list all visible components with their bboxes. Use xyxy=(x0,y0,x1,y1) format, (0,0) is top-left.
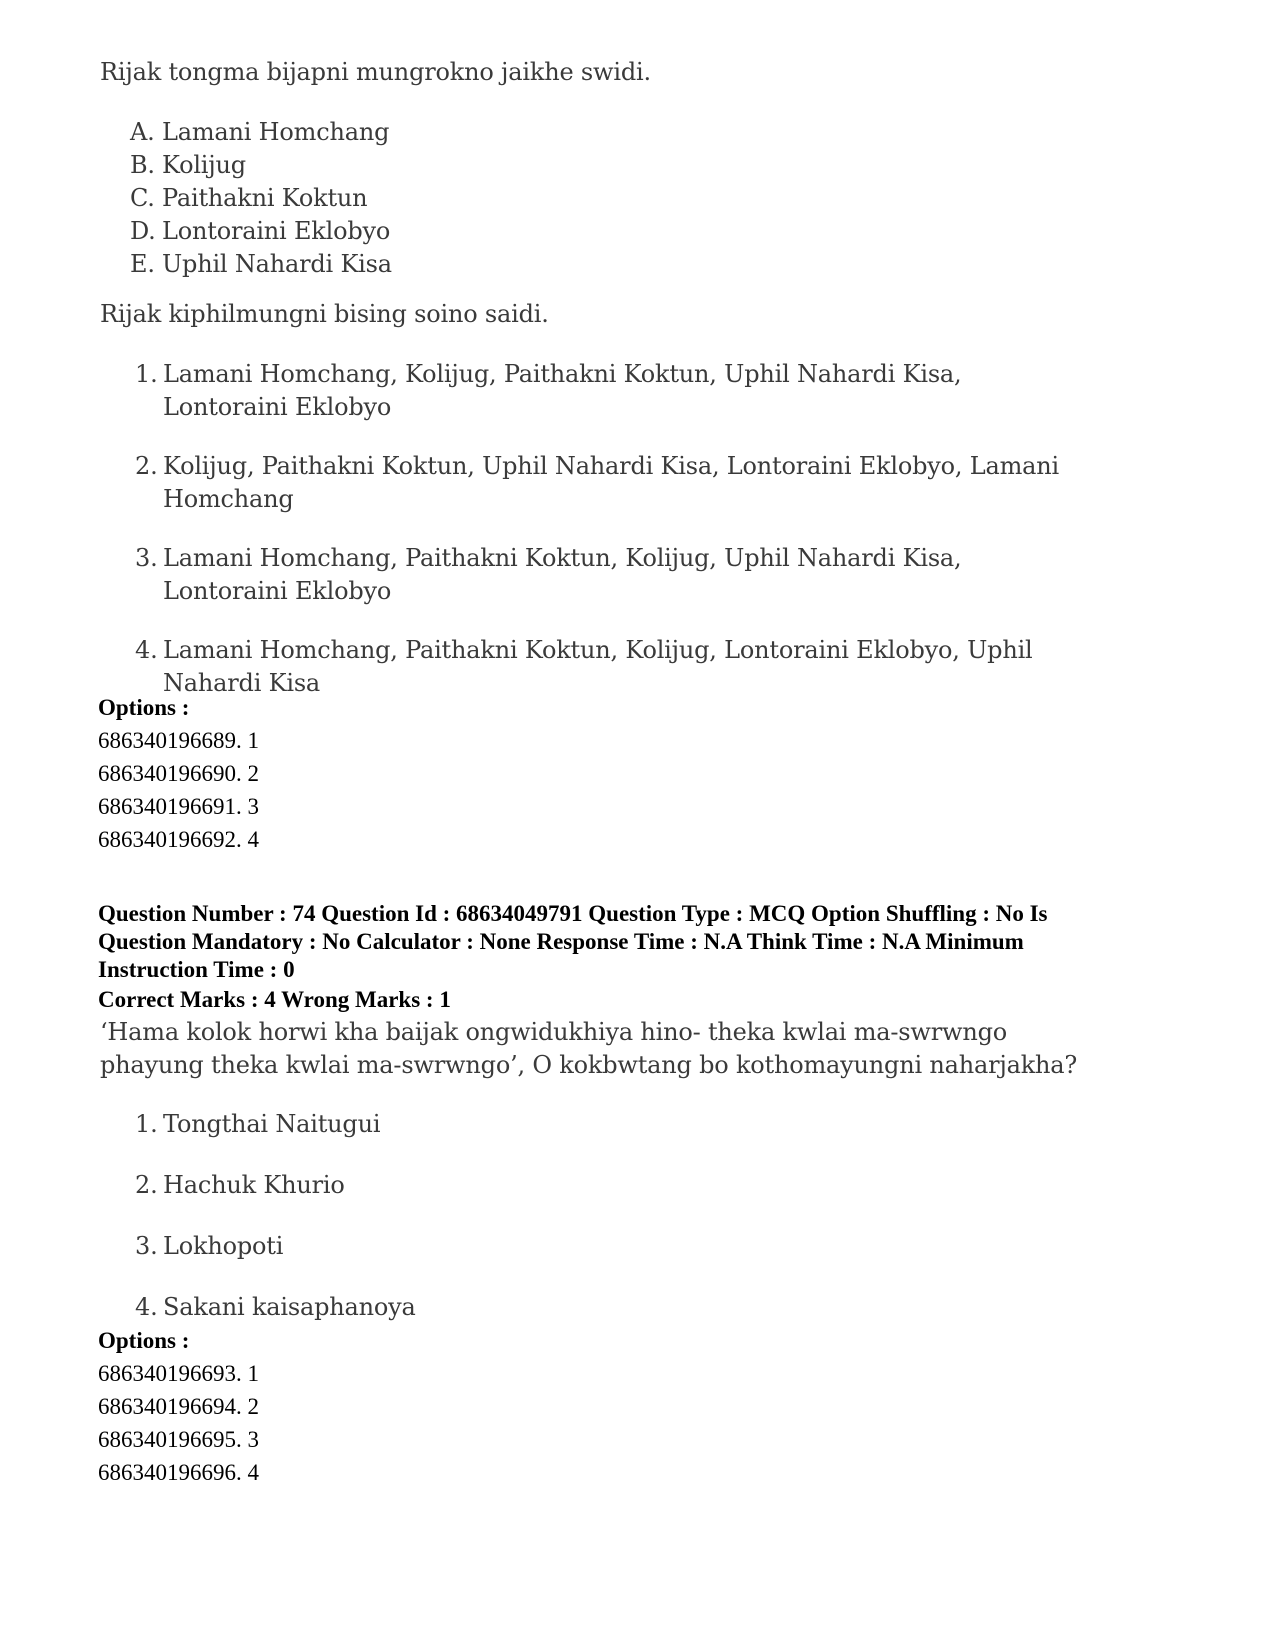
q74-options-label: Options : xyxy=(98,1328,190,1353)
list-item: A. Lamani Homchang xyxy=(130,118,390,146)
q73-options-label: Options : xyxy=(98,695,190,720)
q74-options-list xyxy=(98,1360,259,1492)
q74-choice-4: 4. Sakani kaisaphanoya xyxy=(135,1293,416,1321)
q74-choice-2: 2. Hachuk Khurio xyxy=(135,1171,345,1199)
q74-header-line-1: Question Number : 74 Question Id : 68634049791 Question Type : MCQ Option Shuffling : No Is xyxy=(98,901,1048,926)
list-item: E. Uphil Nahardi Kisa xyxy=(130,250,392,278)
q74-header xyxy=(98,900,1048,984)
option-id: 686340196689. 1 xyxy=(98,728,259,753)
list-item: B. Kolijug xyxy=(130,151,246,179)
q73-statement-list xyxy=(130,116,392,281)
option-id: 686340196694. 2 xyxy=(98,1394,259,1419)
q74-header-line-2: Question Mandatory : No Calculator : None Response Time : N.A Think Time : N.A Minimum xyxy=(98,929,1024,954)
q74-choice-3: 3. Lokhopoti xyxy=(135,1232,284,1260)
list-item: C. Paithakni Koktun xyxy=(130,184,368,212)
q73-choice-1: 1. Lamani Homchang, Kolijug, Paithakni Koktun, Uphil Nahardi Kisa, Lontoraini Eklobyo xyxy=(135,360,962,421)
option-id: 686340196693. 1 xyxy=(98,1361,259,1386)
option-id: 686340196692. 4 xyxy=(98,827,259,852)
option-id: 686340196695. 3 xyxy=(98,1427,259,1452)
q73-choice-3: 3. Lamani Homchang, Paithakni Koktun, Kolijug, Uphil Nahardi Kisa, Lontoraini Eklobyo xyxy=(135,544,962,605)
q74-question-text: ‘Hama kolok horwi kha baijak ongwidukhiya hino- theka kwlai ma-swrwngo phayung theka kwlai ma-swrwngo’, O kokbwtang bo kothomayungni naharjakha? xyxy=(100,1018,1078,1079)
list-item: D. Lontoraini Eklobyo xyxy=(130,217,391,245)
q73-options-list xyxy=(98,727,259,859)
option-id: 686340196691. 3 xyxy=(98,794,259,819)
q73-instruction: Rijak kiphilmungni bising soino saidi. xyxy=(100,300,549,328)
q74-marks: Correct Marks : 4 Wrong Marks : 1 xyxy=(98,987,451,1012)
option-id: 686340196690. 2 xyxy=(98,761,259,786)
q74-choice-1: 1. Tongthai Naitugui xyxy=(135,1110,381,1138)
q73-choice-4: 4. Lamani Homchang, Paithakni Koktun, Kolijug, Lontoraini Eklobyo, Uphil Nahardi Kisa xyxy=(135,636,1033,697)
q73-statement: Rijak tongma bijapni mungrokno jaikhe swidi. xyxy=(100,58,651,86)
q73-choice-2: 2. Kolijug, Paithakni Koktun, Uphil Nahardi Kisa, Lontoraini Eklobyo, Lamani Homchang xyxy=(135,452,1060,513)
q74-header-line-3: Instruction Time : 0 xyxy=(98,957,295,982)
option-id: 686340196696. 4 xyxy=(98,1460,259,1485)
